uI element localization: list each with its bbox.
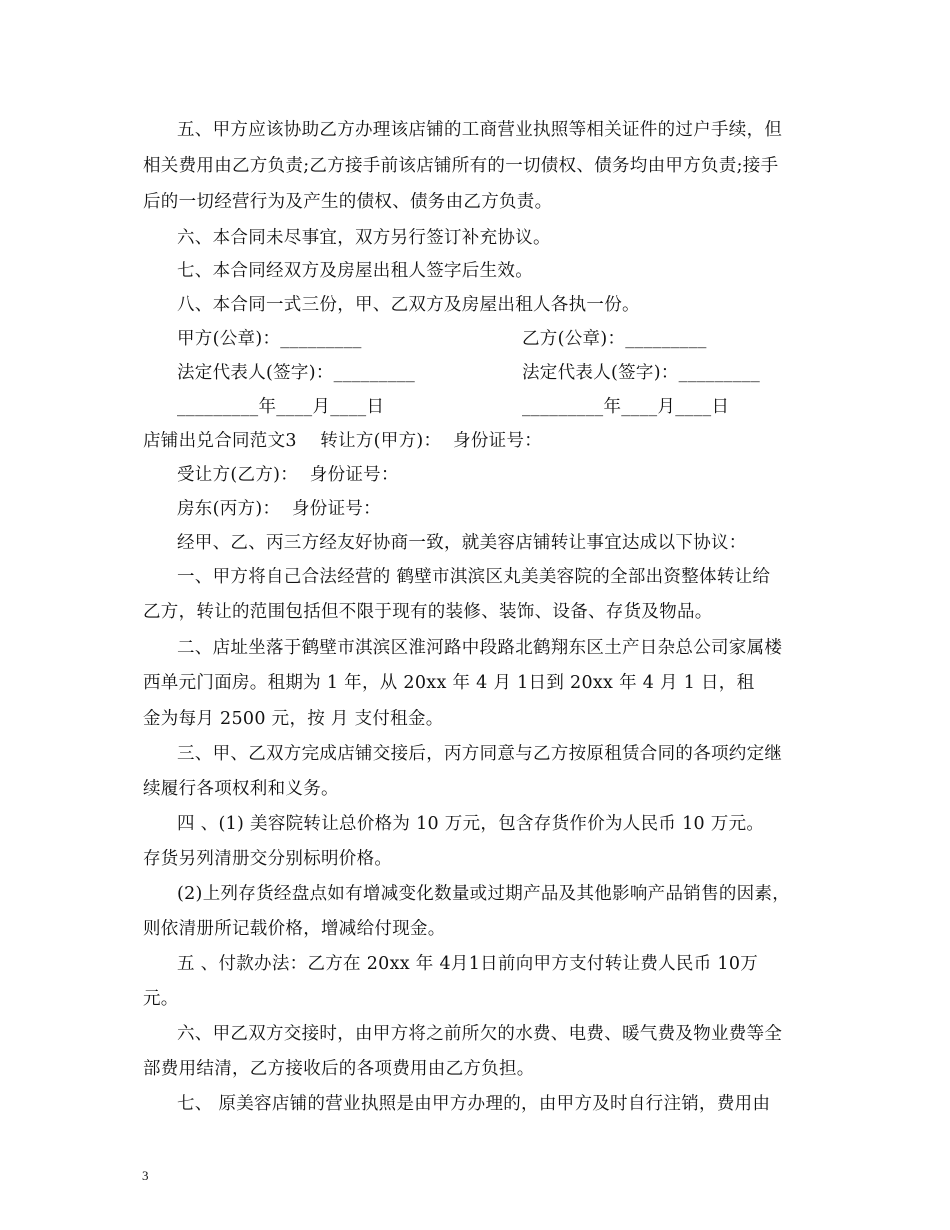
party-b-seal: 乙方(公章)：_________ bbox=[522, 329, 707, 349]
party-b-representative: 法定代表人(签字)：_________ bbox=[522, 363, 761, 383]
text-line: 金为每月 2500 元，按 月 支付租金。 bbox=[143, 709, 444, 729]
party-b-date: _________年____月____日 bbox=[522, 397, 730, 417]
party-a-date: _________年____月____日 bbox=[177, 397, 385, 417]
text-line: 则依清册所记载价格，增减给付现金。 bbox=[143, 919, 446, 939]
text-line: 存货另列清册交分别标明价格。 bbox=[143, 849, 393, 869]
text-line: 七、本合同经双方及房屋出租人签字后生效。 bbox=[177, 261, 533, 281]
text-line: 五 、付款办法：乙方在 20xx 年 4月1日前向甲方支付转让费人民币 10万 bbox=[177, 954, 759, 974]
text-line: 部费用结清，乙方接收后的各项费用由乙方负担。 bbox=[143, 1059, 535, 1079]
text-line: 六、甲乙双方交接时，由甲方将之前所欠的水费、电费、暖气费及物业费等全 bbox=[177, 1024, 783, 1044]
text-line: 房东(丙方)： 身份证号： bbox=[177, 499, 381, 519]
text-line: 西单元门面房。租期为 1 年，从 20xx 年 4 月 1日到 20xx 年 4 月 1 日，租 bbox=[143, 673, 755, 693]
text-line: 二、店址坐落于鹤壁市淇滨区淮河路中段路北鹤翔东区土产日杂总公司家属楼 bbox=[177, 638, 783, 658]
party-a-seal: 甲方(公章)：_________ bbox=[177, 329, 362, 349]
text-line: 五、甲方应该协助乙方办理该店铺的工商营业执照等相关证件的过户手续，但 bbox=[177, 120, 783, 140]
text-line: 元。 bbox=[143, 989, 179, 1009]
page-number: 3 bbox=[142, 1168, 149, 1183]
text-line: 续履行各项权利和义务。 bbox=[143, 779, 339, 799]
text-line: 一、甲方将自己合法经营的 鹤壁市淇滨区丸美美容院的全部出资整体转让给 bbox=[177, 567, 771, 587]
text-line: 后的一切经营行为及产生的债权、债务由乙方负责。 bbox=[143, 192, 553, 212]
text-line: 八、本合同一式三份，甲、乙双方及房屋出租人各执一份。 bbox=[177, 295, 640, 315]
text-line: (2)上列存货经盘点如有增减变化数量或过期产品及其他影响产品销售的因素， bbox=[177, 884, 791, 904]
text-line: 四 、(1) 美容院转让总价格为 10 万元，包含存货作价为人民币 10 万元。 bbox=[177, 814, 765, 834]
party-a-representative: 法定代表人(签字)：_________ bbox=[177, 363, 416, 383]
text-line: 受让方(乙方)： 身份证号： bbox=[177, 465, 399, 485]
text-line: 经甲、乙、丙三方经友好协商一致，就美容店铺转让事宜达成以下协议： bbox=[177, 533, 747, 553]
text-line: 三、甲、乙双方完成店铺交接后，丙方同意与乙方按原租赁合同的各项约定继 bbox=[177, 744, 783, 764]
text-line: 七、 原美容店铺的营业执照是由甲方办理的，由甲方及时自行注销，费用由 bbox=[177, 1094, 771, 1114]
text-line: 乙方，转让的范围包括但不限于现有的装修、装饰、设备、存货及物品。 bbox=[143, 602, 713, 622]
text-line: 相关费用由乙方负责;乙方接手前该店铺所有的一切债权、债务均由甲方负责;接手 bbox=[143, 156, 779, 176]
text-line: 六、本合同未尽事宜，双方另行签订补充协议。 bbox=[177, 228, 551, 248]
section-heading: 店铺出兑合同范文3 转让方(甲方)： 身份证号： bbox=[143, 431, 543, 451]
